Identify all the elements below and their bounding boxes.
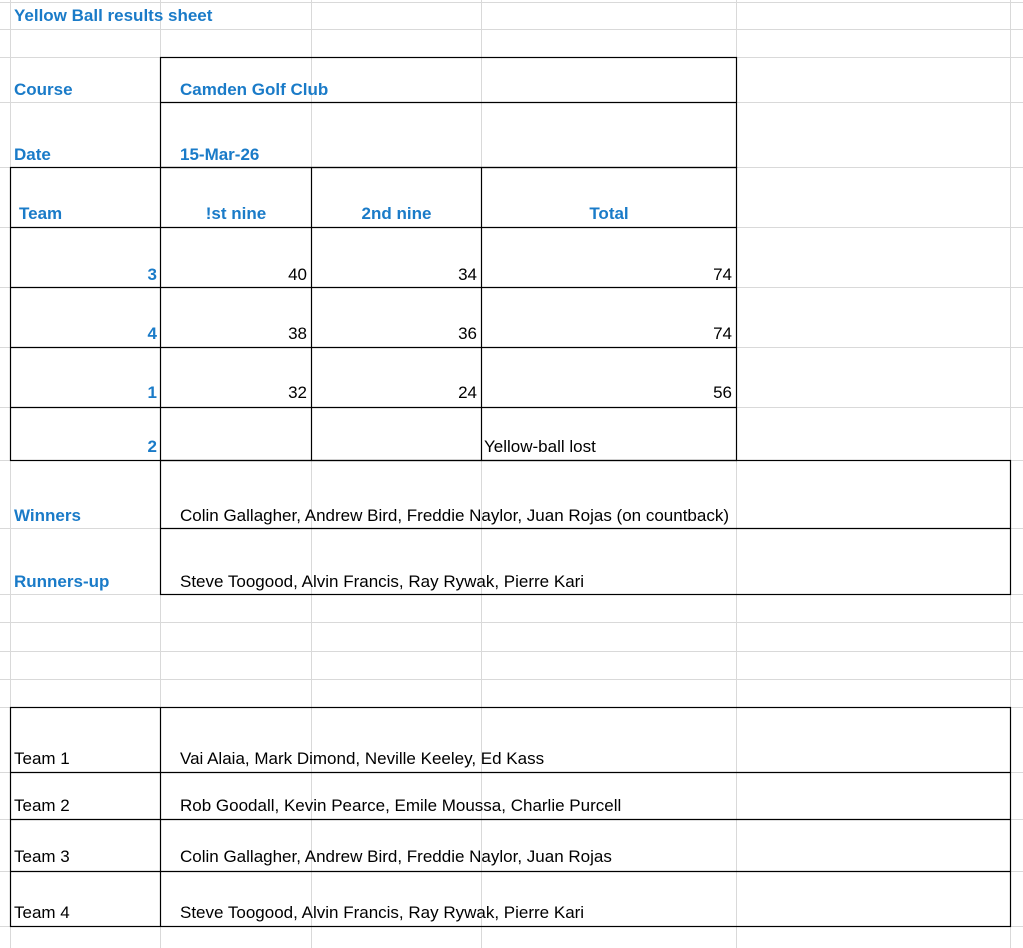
result-first-nine[interactable]: 32 [288,383,307,402]
winners-label[interactable]: Winners [14,506,81,525]
header-first-nine[interactable]: !st nine [205,204,267,223]
result-team[interactable]: 4 [147,324,157,343]
result-total[interactable]: 74 [713,324,732,343]
result-total[interactable]: 74 [713,265,732,284]
team-players[interactable]: Colin Gallagher, Andrew Bird, Freddie Naylor, Juan Rojas [180,847,612,866]
header-total[interactable]: Total [589,204,629,223]
team-name[interactable]: Team 4 [14,903,70,922]
team-name[interactable]: Team 3 [14,847,70,866]
team-name[interactable]: Team 2 [14,796,70,815]
winners-value[interactable]: Colin Gallagher, Andrew Bird, Freddie Naylor, Juan Rojas (on countback) [180,506,730,525]
course-label[interactable]: Course [14,80,73,99]
sheet-title[interactable]: Yellow Ball results sheet [14,6,213,25]
result-team[interactable]: 2 [147,437,157,456]
result-second-nine[interactable]: 36 [458,324,477,343]
result-first-nine[interactable]: 40 [288,265,307,284]
result-first-nine[interactable]: 38 [288,324,307,343]
result-team[interactable]: 3 [147,265,157,284]
team-players[interactable]: Steve Toogood, Alvin Francis, Ray Rywak, Pierre Kari [180,903,585,922]
result-second-nine[interactable]: 24 [458,383,477,402]
header-team[interactable]: Team [19,204,63,223]
runners-up-label[interactable]: Runners-up [14,572,110,591]
team-players[interactable]: Rob Goodall, Kevin Pearce, Emile Moussa, Charlie Purcell [180,796,622,815]
result-total[interactable]: 56 [713,383,732,402]
date-label[interactable]: Date [14,145,51,164]
date-value[interactable]: 15-Mar-26 [180,145,260,164]
result-second-nine[interactable]: 34 [458,265,477,284]
team-players[interactable]: Vai Alaia, Mark Dimond, Neville Keeley, Ed Kass [180,749,545,768]
course-value[interactable]: Camden Golf Club [180,80,329,99]
header-second-nine[interactable]: 2nd nine [361,204,432,223]
result-note[interactable]: Yellow-ball lost [484,437,596,456]
runners-up-value[interactable]: Steve Toogood, Alvin Francis, Ray Rywak, Pierre Kari [180,572,585,591]
result-team[interactable]: 1 [147,383,157,402]
team-name[interactable]: Team 1 [14,749,70,768]
